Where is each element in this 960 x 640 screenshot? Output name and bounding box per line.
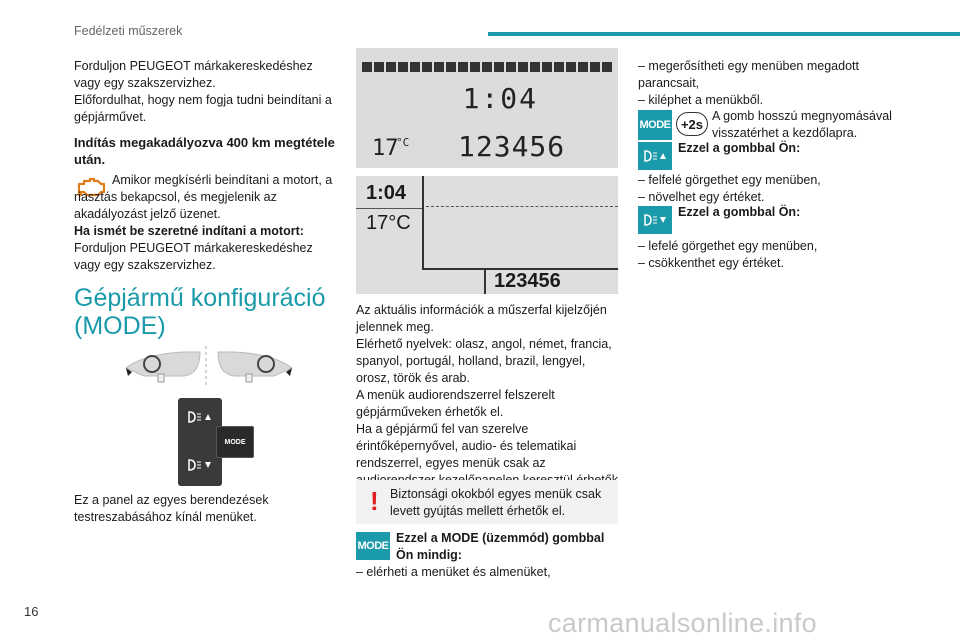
col2-text: [356, 302, 622, 506]
section-title-line-1: Gépjármű konfiguráció: [74, 284, 326, 312]
light-down-button-icon: [638, 206, 672, 234]
page-number: 16: [24, 604, 39, 619]
col2-list-item-1: – elérheti a menüket és almenüket,: [356, 565, 551, 579]
mode-control-panel: [178, 398, 252, 486]
up-heading-block: [678, 140, 908, 157]
hold-text: A gomb hosszú megnyomásával visszatérhet a kezdőlapra.: [712, 109, 892, 140]
section-title: [74, 284, 326, 340]
lcd1-odometer: 123456: [458, 130, 566, 163]
col2-paragraph-4: Ha a gépjármű fel van szerelve érintőképernyővel, audio- és telematikai rendszerrel, egyes menük csak az: [356, 422, 577, 470]
up-heading: Ezzel a gombbal Ön:: [678, 141, 801, 155]
panel-caption: Ez a panel az egyes berendezések testreszabásához kínál menüket.: [74, 493, 269, 524]
light-up-button-icon: [638, 142, 672, 170]
col2-paragraph-2: Elérhető nyelvek: olasz, angol, német, francia, spanyol, portugál, holland, brazil, lengyel, orosz, török és arab.: [356, 337, 612, 385]
lcd2-dashed-line: [426, 206, 618, 207]
col3-list-item-1: – megerősítheti egy menüben megadott parancsait,: [638, 59, 859, 90]
engine-text: Amikor megkísérli beindítani a motort, a riasztás bekapcsol, és megjelenik az akadályozást jelző üzenet.: [74, 173, 333, 221]
col1-engine-block: [74, 172, 340, 274]
col1-heading-1: Indítás megakadályozva 400 km megtétele után.: [74, 135, 335, 167]
lcd1-time: 1:04: [462, 82, 538, 115]
mode-button[interactable]: MODE: [216, 426, 254, 458]
down-list-item-2: – csökkenthet egy értéket.: [638, 256, 784, 270]
exclamation-icon: !: [370, 486, 379, 516]
header-accent-bar: [488, 32, 960, 36]
col1-heading-2: Ha ismét be szeretné indítani a motort:: [74, 224, 304, 238]
up-list: [638, 172, 908, 206]
lcd2-time: 1:04: [366, 182, 407, 204]
col2-paragraph-3: A menük audiorendszerrel felszerelt gépjárműveken érhetők el.: [356, 388, 555, 419]
col1-intro: [74, 58, 340, 168]
hold-2s-badge: +2s: [676, 112, 708, 136]
col2-paragraph-1: Az aktuális információk a műszerfal kijelzőjén jelennek meg.: [356, 303, 607, 334]
col3-list: [638, 58, 908, 109]
lcd-segment-bar: [362, 62, 612, 72]
lcd-display-matrix: [356, 176, 618, 294]
header-title: Fedélzeti műszerek: [74, 24, 183, 38]
col1-paragraph-3: Forduljon PEUGEOT márkakereskedéshez vagy egy szakszervizhez.: [74, 241, 313, 272]
col1-paragraph-1: Forduljon PEUGEOT márkakereskedéshez vagy egy szakszervizhez.: [74, 59, 313, 90]
col1-paragraph-2: Előfordulhat, hogy nem fogja tudni beindítani a gépjárművet.: [74, 93, 332, 124]
warning-text: Biztonsági okokból egyes menük csak levett gyújtás mellett érhetők el.: [390, 487, 602, 518]
col2-mode-heading: [396, 530, 622, 564]
section-title-line-2: (MODE): [74, 312, 166, 340]
light-down-icon[interactable]: [186, 458, 212, 477]
lcd1-temp-unit: °C: [396, 136, 410, 149]
col1-caption: [74, 492, 340, 526]
watermark: carmanualsonline.info: [548, 608, 817, 638]
down-heading: Ezzel a gombbal Ön:: [678, 205, 801, 219]
mode-icon: MODE: [356, 532, 390, 560]
light-up-icon[interactable]: [186, 410, 212, 427]
lcd2-odometer: 123456: [494, 270, 561, 292]
hold-text-block: [712, 108, 908, 142]
lcd1-temp: 17: [372, 136, 399, 161]
mode-heading: Ezzel a MODE (üzemmód) gombbal Ön mindig:: [396, 531, 605, 562]
safety-warning-box: [356, 480, 618, 524]
up-list-item-1: – felfelé görgethet egy menüben,: [638, 173, 821, 187]
col3-list-item-2: – kiléphet a menükből.: [638, 93, 764, 107]
steering-controls-illustration: [124, 346, 294, 386]
lcd2-divider-1: [356, 208, 422, 209]
lcd2-vertical-line: [422, 176, 424, 268]
lcd2-odometer-line: [484, 268, 486, 294]
down-list-item-1: – lefelé görgethet egy menüben,: [638, 239, 818, 253]
lcd2-temp: 17°C: [366, 212, 411, 234]
col2-list: [356, 564, 622, 581]
down-heading-block: [678, 204, 908, 221]
mode-icon-hold: MODE: [638, 110, 672, 140]
down-list: [638, 238, 908, 272]
up-list-item-2: – növelhet egy értéket.: [638, 190, 765, 204]
lcd-display-segment: [356, 48, 618, 168]
